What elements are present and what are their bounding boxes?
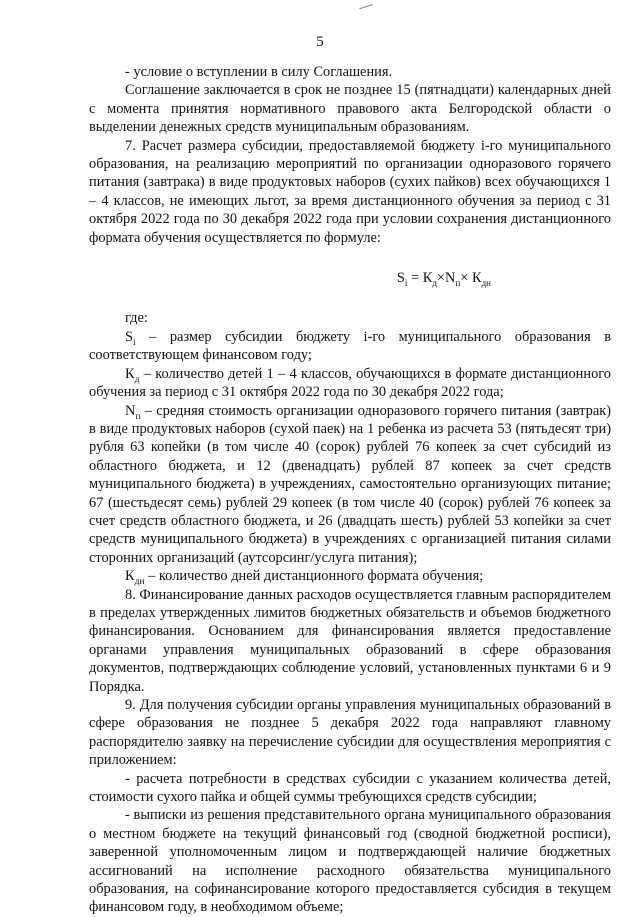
- list-item-extract: - выписки из решения представительного органа муниципального образования о местном бюджете на текущий финансовый год (сводной бюджетной росписи), заверенной уполномоченным лицом и подтверждающей наличие бюджетных ассигнований на исполнение расходного обязательства муниципального образования, на софинансирование которого предоставляется субсидия в текущем финансовом году, в необходимом объеме;: [89, 807, 611, 916]
- definition-nn-symbol: N: [125, 402, 136, 419]
- where-label: где:: [125, 310, 148, 327]
- formula-n: N: [445, 270, 456, 287]
- paragraph-agreement-term: Соглашение заключается в срок не позднее 15 (пятнадцати) календарных дней с момента принятия нормативного правового акта Белгородской области о выделении денежных средств муниципальным образованиям.: [89, 82, 611, 136]
- formula-eq: =: [407, 270, 423, 287]
- paragraph-7: 7. Расчет размера субсидии, предоставляемой бюджету i-го муниципального образования, на реализацию мероприятий по организации одноразового горячего питания (завтрака) в виде продуктовых наборов (сухих пайков) всех обучающихся 1 – 4 классов, не имеющих льгот, за время дистанционного обучения за период с 31 октября 2022 года по 30 декабря 2022 года при условии сохранения дистанционного формата обучения осуществляется по формуле:: [89, 137, 611, 246]
- definition-nn: [89, 402, 611, 568]
- paragraph-8: 8. Финансирование данных расходов осуществляется главным распорядителем в пределах утвержденных лимитов бюджетных обязательств и объемов бюджетного финансирования. Основанием для финансирования является предоставление органами управления муниципальных образований в сфере образования документов, подтверждающих соблюдение условий, установленных пунктами 6 и 9 Порядка.: [89, 586, 611, 695]
- definition-si-sub: i: [133, 337, 136, 348]
- paragraph-9: 9. Для получения субсидии органы управления муниципальных образований в сфере образования не позднее 5 декабря 2022 года направляют главному распорядителю заявку на перечисление субсидии для осуществления мероприятия с приложением:: [89, 697, 611, 769]
- definition-kd-sub: д: [134, 374, 140, 385]
- definition-kdn-sub: дн: [134, 577, 145, 588]
- formula-s-sub: i: [404, 277, 408, 288]
- definition-kd: [89, 365, 611, 402]
- formula-k2-sub: дн: [481, 277, 491, 288]
- subsidy-formula: [89, 269, 611, 287]
- definition-si-text: – размер субсидии бюджету i-го муниципального образования в соответствующем финансовом году;: [89, 328, 611, 364]
- formula-k: К: [422, 270, 433, 287]
- definition-kdn: [89, 567, 611, 588]
- formula-k2: К: [471, 270, 482, 287]
- formula-times-2: ×: [460, 270, 472, 287]
- formula-s: S: [396, 270, 405, 287]
- formula-times-1: ×: [436, 270, 446, 287]
- definition-nn-text: – средняя стоимость организации одноразового горячего питания (завтрак) в виде продуктовых наборов (сухой паек) на 1 ребенка из расчета 53 (пятьдесят три) рубля 63 копейки (в том числе 40 (сорок) рублей 76 копеек за счет субсидий из областного бюджета, и 12 (двенадцать) рублей 87 копеек за счет средств муниципального бюджета) в учреждениях, самостоятельно организующих питание; 67 (шестьдесят семь) рублей 29 копеек (в том числе 40 (сорок) рублей 76 копеек за счет средств областного бюджета, и 26 (двадцать шесть) рублей 53 копейки за счет средств муниципального бюджета) в учреждениях с организацией питания силами сторонних организаций (аутсорсинг/услуга питания);: [89, 402, 611, 566]
- formula-k-sub: д: [432, 277, 437, 288]
- document-body: [89, 63, 611, 917]
- definition-kdn-text: – количество дней дистанционного формата обучения;: [144, 568, 484, 585]
- definition-nn-sub: п: [135, 411, 141, 422]
- list-item-calculation: - расчета потребности в средствах субсидии с указанием количества детей, стоимости сухого пайка и общей суммы требующихся средств субсидии;: [89, 770, 611, 806]
- definition-si-symbol: S: [125, 328, 134, 345]
- definition-kd-text: – количество детей 1 – 4 классов, обучающихся в формате дистанционного обучения за период с 31 октября 2022 года по 30 декабря 2022 года;: [89, 365, 611, 401]
- formula-n-sub: п: [455, 277, 461, 288]
- definition-kdn-symbol: К: [125, 568, 135, 585]
- definition-si: [89, 328, 611, 365]
- page-number: 5: [316, 34, 324, 50]
- definition-kd-symbol: К: [125, 365, 135, 382]
- paragraph-condition: - условие о вступлении в силу Соглашения.: [125, 64, 393, 80]
- pen-mark: [359, 4, 374, 15]
